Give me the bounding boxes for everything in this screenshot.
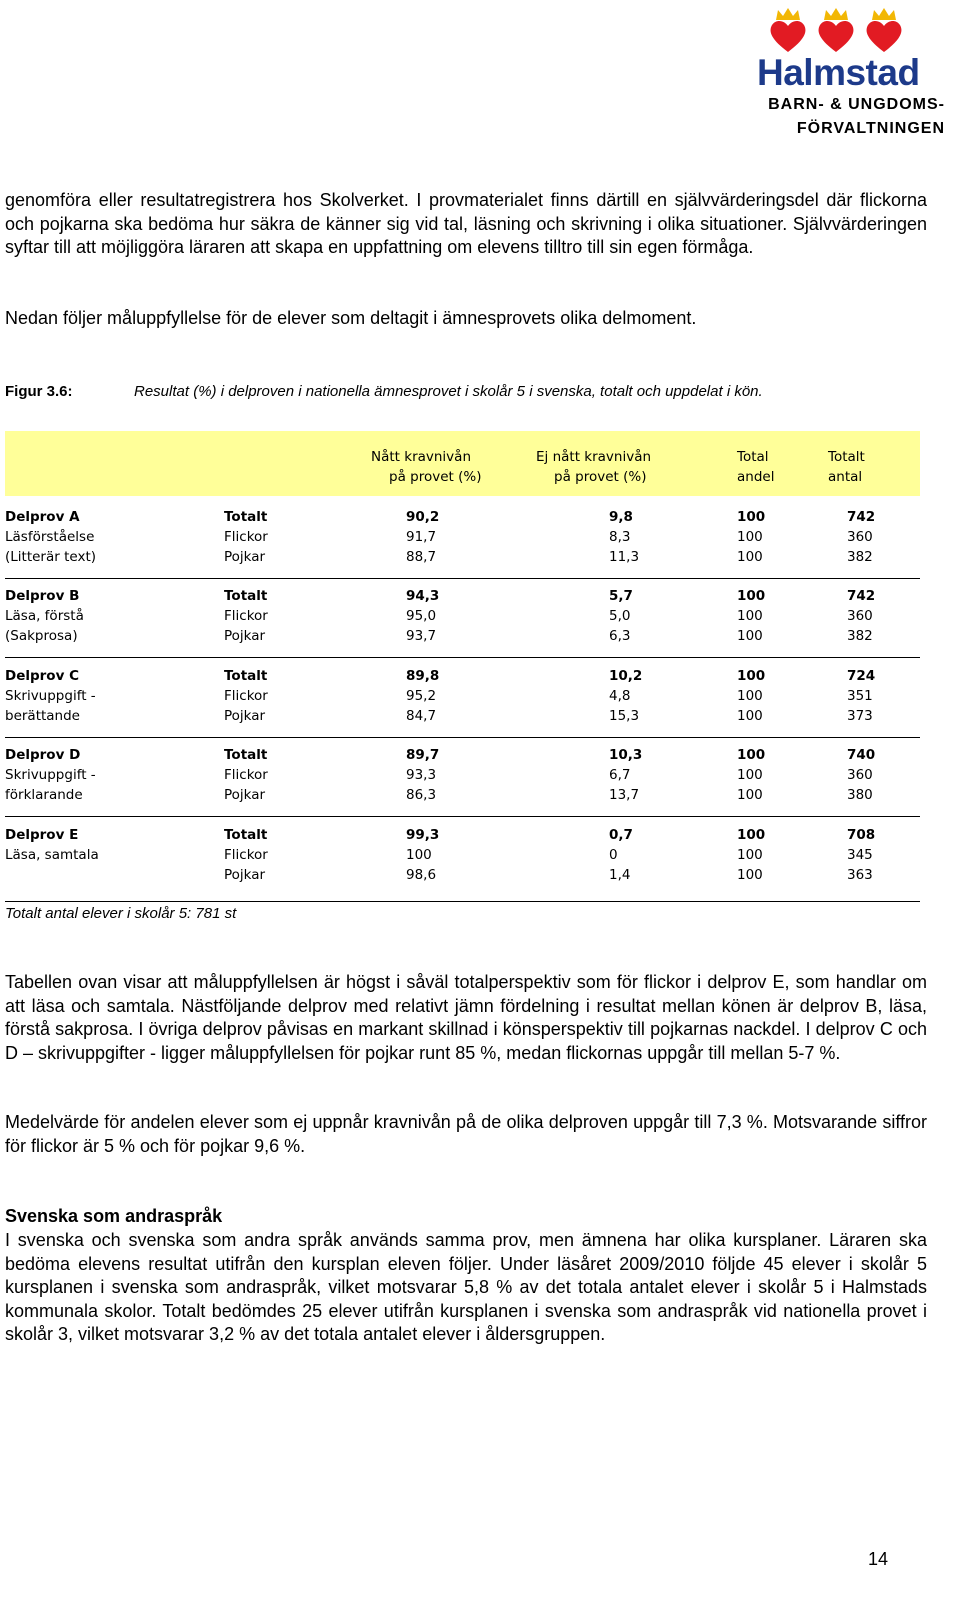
cell-natt: 94,3	[406, 588, 440, 604]
section-paragraph: I svenska och svenska som andra språk används samma prov, men ämnena har olika kursplaner. Läraren ska bedöma elevens resultat utifrån den kursplan eleven följer. Under läsåret 2009/2010 följde 45 elever i skolår 5 kursplanen i svenska som andraspråk, vilket motsvarar 5,8 % av det totala antalet elever i skolår 5 i Halmstads kommunala skolor. Totalt bedömdes 25 elever utifrån kursplanen i svenska som andraspråk vid nationella provet i skolår 3, vilket motsvarar 3,2 % av det totala antalet elever i åldersgruppen.	[5, 1230, 927, 1344]
row-group-label: Pojkar	[224, 787, 266, 803]
figure-label: Figur 3.6:	[5, 383, 73, 400]
cell-andel: 100	[737, 708, 763, 724]
row-group-label: Totalt	[224, 509, 268, 525]
row-group-label: Totalt	[224, 588, 268, 604]
cell-andel: 100	[737, 628, 763, 644]
analysis-paragraph-2: Medelvärde för andelen elever som ej uppnår kravnivån på de olika delproven uppgår till 7,3 %. Motsvarande siffror för flickor är 5 % och för pojkar 9,6 %.	[5, 1112, 927, 1156]
cell-natt: 98,6	[406, 867, 437, 883]
cell-ejnatt: 0,7	[609, 827, 633, 843]
cell-natt: 100	[406, 847, 432, 863]
row-group-label: Pojkar	[224, 628, 266, 644]
cell-natt: 93,7	[406, 628, 437, 644]
cell-natt: 91,7	[406, 529, 437, 545]
cell-ejnatt: 11,3	[609, 549, 640, 565]
cell-andel: 100	[737, 688, 763, 704]
delprov-name: Delprov D	[5, 747, 81, 763]
row-group-label: Totalt	[224, 827, 268, 843]
cell-antal: 351	[847, 688, 873, 704]
delprov-name: Delprov C	[5, 668, 79, 684]
table-bottom-rule	[5, 901, 920, 902]
cell-antal: 740	[847, 747, 876, 763]
cell-ejnatt: 5,0	[609, 608, 631, 624]
row-group-label: Flickor	[224, 688, 268, 704]
cell-natt: 88,7	[406, 549, 437, 565]
header-ejnatt-line1: Ej nått kravnivån	[536, 449, 652, 465]
cell-antal: 382	[847, 628, 873, 644]
row-group-label: Pojkar	[224, 867, 266, 883]
cell-antal: 360	[847, 767, 873, 783]
row-group-label: Pojkar	[224, 549, 266, 565]
cell-antal: 708	[847, 827, 876, 843]
header-natt-line1: Nått kravnivån	[371, 449, 472, 465]
table-divider	[5, 737, 920, 738]
delprov-desc-line1: Läsa, förstå	[5, 608, 84, 624]
cell-antal: 363	[847, 867, 873, 883]
cell-antal: 382	[847, 549, 873, 565]
row-group-label: Pojkar	[224, 708, 266, 724]
cell-andel: 100	[737, 867, 763, 883]
cell-natt: 90,2	[406, 509, 440, 525]
header-natt-line2: på provet (%)	[389, 469, 482, 485]
row-group-label: Totalt	[224, 668, 268, 684]
header-antal-line2: antal	[828, 469, 863, 485]
figure-caption: Resultat (%) i delproven i nationella ämnesprovet i skolår 5 i svenska, totalt och uppdelat i kön.	[134, 383, 763, 400]
table-divider	[5, 578, 920, 579]
row-group-label: Flickor	[224, 847, 268, 863]
delprov-desc-line1: Skrivuppgift -	[5, 688, 96, 704]
cell-antal: 373	[847, 708, 873, 724]
delprov-desc-line1: Läsförståelse	[5, 529, 95, 545]
intro-paragraph-2: Nedan följer måluppfyllelse för de elever som deltagit i ämnesprovets olika delmoment.	[5, 308, 697, 328]
cell-antal: 380	[847, 787, 873, 803]
delprov-name: Delprov E	[5, 827, 79, 843]
cell-andel: 100	[737, 549, 763, 565]
cell-ejnatt: 15,3	[609, 708, 640, 724]
cell-andel: 100	[737, 529, 763, 545]
cell-antal: 724	[847, 668, 876, 684]
logo-subtitle-line2: FÖRVALTNINGEN	[796, 120, 945, 137]
header-ejnatt-line2: på provet (%)	[554, 469, 647, 485]
cell-andel: 100	[737, 668, 766, 684]
cell-natt: 84,7	[406, 708, 437, 724]
row-group-label: Totalt	[224, 747, 268, 763]
header-total-line2: andel	[737, 469, 775, 485]
table-divider	[5, 657, 920, 658]
logo-wordmark: Halmstad	[757, 52, 920, 93]
delprov-name: Delprov A	[5, 509, 80, 525]
table-divider	[5, 816, 920, 817]
cell-andel: 100	[737, 827, 766, 843]
delprov-desc-line2: (Sakprosa)	[5, 628, 78, 644]
cell-andel: 100	[737, 588, 766, 604]
cell-antal: 360	[847, 608, 873, 624]
cell-ejnatt: 6,7	[609, 767, 631, 783]
cell-ejnatt: 13,7	[609, 787, 640, 803]
cell-ejnatt: 9,8	[609, 509, 633, 525]
section-heading: Svenska som andraspråk	[5, 1206, 223, 1226]
logo-subtitle-line1: BARN- & UNGDOMS-	[768, 96, 945, 113]
delprov-desc-line1: Läsa, samtala	[5, 847, 99, 863]
cell-natt: 93,3	[406, 767, 437, 783]
crowned-hearts-icon	[768, 6, 918, 54]
header-antal-line1: Totalt	[828, 449, 865, 465]
cell-andel: 100	[737, 787, 763, 803]
page-number: 14	[868, 1549, 889, 1569]
cell-antal: 742	[847, 588, 876, 604]
header-total-line1: Total	[737, 449, 769, 465]
cell-ejnatt: 10,2	[609, 668, 643, 684]
cell-ejnatt: 10,3	[609, 747, 643, 763]
delprov-name: Delprov B	[5, 588, 80, 604]
cell-andel: 100	[737, 509, 766, 525]
cell-andel: 100	[737, 847, 763, 863]
delprov-desc-line2: förklarande	[5, 787, 83, 803]
delprov-desc-line2: (Litterär text)	[5, 549, 97, 565]
cell-ejnatt: 1,4	[609, 867, 631, 883]
cell-andel: 100	[737, 608, 763, 624]
cell-andel: 100	[737, 767, 763, 783]
cell-natt: 86,3	[406, 787, 437, 803]
cell-natt: 99,3	[406, 827, 440, 843]
cell-ejnatt: 4,8	[609, 688, 631, 704]
row-group-label: Flickor	[224, 529, 268, 545]
row-group-label: Flickor	[224, 767, 268, 783]
cell-natt: 95,2	[406, 688, 437, 704]
table-footnote: Totalt antal elever i skolår 5: 781 st	[5, 905, 237, 922]
cell-andel: 100	[737, 747, 766, 763]
delprov-desc-line2: berättande	[5, 708, 80, 724]
cell-natt: 89,7	[406, 747, 440, 763]
delprov-desc-line1: Skrivuppgift -	[5, 767, 96, 783]
cell-antal: 360	[847, 529, 873, 545]
cell-ejnatt: 6,3	[609, 628, 631, 644]
cell-ejnatt: 0	[609, 847, 618, 863]
row-group-label: Flickor	[224, 608, 268, 624]
intro-paragraph-1: genomföra eller resultatregistrera hos Skolverket. I provmaterialet finns därtill en självvärderingsdel där flickorna och pojkarna ska bedöma hur säkra de känner sig vid tal, läsning och skrivning i olika situationer. Självvärderingen syftar till att möjliggöra läraren att skapa en uppfattning om elevens tilltro till sin egen förmåga.	[5, 190, 927, 257]
cell-natt: 95,0	[406, 608, 437, 624]
cell-natt: 89,8	[406, 668, 440, 684]
cell-antal: 345	[847, 847, 873, 863]
cell-ejnatt: 8,3	[609, 529, 631, 545]
analysis-paragraph-1: Tabellen ovan visar att måluppfyllelsen är högst i såväl totalperspektiv som för flickor i delprov E, som handlar om att läsa och samtala. Nästföljande delprov med relativt jämn fördelning i resultat mellan könen är delprov B, läsa, förstå sakprosa. I övriga delprov påvisas en markant skillnad i könsperspektiv till pojkarnas nackdel. I delprov C och D – skrivuppgifter - ligger måluppfyllelsen för pojkar runt 85 %, medan flickornas uppgår till mellan 5-7 %.	[5, 972, 927, 1063]
cell-antal: 742	[847, 509, 876, 525]
cell-ejnatt: 5,7	[609, 588, 633, 604]
